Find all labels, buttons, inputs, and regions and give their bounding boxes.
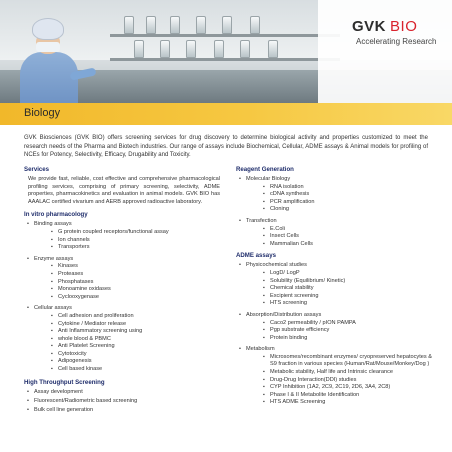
list-item: ▪ Cell based kinase	[34, 366, 220, 374]
list-item: ▪ Caco2 permeability / pION PAMPA	[246, 320, 432, 328]
list-item: • Assay development	[24, 389, 220, 397]
list-item: ▪ Insect Cells	[246, 233, 432, 241]
list-item: ▪ G protein coupled receptors/functional assay	[34, 229, 220, 237]
flask-icon	[160, 40, 170, 58]
list-item: ▪ Ion channels	[34, 237, 220, 245]
hts-list	[24, 389, 220, 415]
list-item: ▪ whole blood & PBMC	[34, 336, 220, 344]
list-item: ▪ CYP Inhibition (1A2, 2C9, 2C19, 2D6, 3A4, 2C8)	[246, 384, 432, 392]
tagline: Accelerating Research	[356, 37, 437, 46]
flask-icon	[196, 16, 206, 34]
list-item: ▪ E.Coli	[246, 226, 432, 234]
list-item: ▪ Protein binding	[246, 335, 432, 343]
flask-icon	[134, 40, 144, 58]
list-item: ▪ Anti Platelet Screening	[34, 343, 220, 351]
flask-icon	[146, 16, 156, 34]
reagent-list	[236, 176, 432, 248]
list-item: ▪ Excipient screening	[246, 293, 432, 301]
list-item: ▪ Anti Inflammatory screening using	[34, 328, 220, 336]
list-item: ▪ Transporters	[34, 244, 220, 252]
company-logo	[352, 18, 417, 35]
list-item: ▪ Phase I & II Metabolite Identification	[246, 392, 432, 400]
list-item: ▪ Mammalian Cells	[246, 241, 432, 249]
right-column	[236, 166, 432, 407]
list-item: ▪ HTS screening	[246, 300, 432, 308]
list-item: ▪ Pgp substrate efficiency	[246, 327, 432, 335]
services-heading: Services	[24, 166, 50, 173]
left-column	[24, 166, 220, 415]
hts-heading: High Throughput Screening	[24, 378, 105, 386]
list-item: ▪ LogD/ LogP	[246, 270, 432, 278]
list-item: ▪ Adipogenesis	[34, 358, 220, 366]
list-item: • Molecular Biology ▪ RNA isolation ▪ cDNA synthesis ▪ PCR amplification ▪ Cloning	[236, 176, 432, 214]
lab-shelf	[110, 34, 340, 37]
list-item: ▪ Cell adhesion and proliferation	[34, 313, 220, 321]
flask-icon	[170, 16, 180, 34]
list-item: ▪ Drug-Drug Interaction(DDI) studies	[246, 377, 432, 385]
reagent-heading: Reagent Generation	[236, 166, 294, 173]
list-item: • Physicochemical studies ▪ LogD/ LogP ▪ Solubility (Equilibrium/ Kinetic) ▪ Chemical stability ▪ Excipient screening ▪ HTS screening	[236, 262, 432, 308]
list-item: ▪ Cytotoxicity	[34, 351, 220, 359]
flask-icon	[240, 40, 250, 58]
list-item: • Binding assays ▪ G protein coupled receptors/functional assay ▪ Ion channels ▪ Transporters	[24, 221, 220, 251]
list-item: ▪ Cyclooxygenase	[34, 294, 220, 302]
invitro-heading: In vitro pharmacology	[24, 211, 88, 219]
page-title: Biology	[24, 107, 61, 119]
list-item: ▪ Microsomes/recombinant enzymes/ cryopreserved hepatocytes & S9 fraction in various species (Human/Rat/Mouse/Monkey/Dog )	[246, 354, 432, 369]
list-item: ▪ Solubility (Equilibrium/ Kinetic)	[246, 278, 432, 286]
list-item: ▪ Cloning	[246, 206, 432, 214]
intro-paragraph: GVK Biosciences (GVK BIO) offers screening services for drug discovery to determine biological activity and properties customized to meet the research needs of the Pharma and Biotech industries. Our range of assays include Biochemical, Cellular, ADME assays & Animal models for profiling of NCEs for Potency, Selectivity, Efficacy, Drugability and Toxicity.	[24, 135, 428, 159]
list-item: ▪ Proteases	[34, 271, 220, 279]
list-item: • Transfection ▪ E.Coli ▪ Insect Cells ▪ Mammalian Cells	[236, 218, 432, 248]
flask-icon	[124, 16, 134, 34]
scientist-figure	[18, 18, 80, 103]
list-item: • Cellular assays ▪ Cell adhesion and proliferation ▪ Cytokine / Mediator release ▪ Anti Inflammatory screening using ▪ whole blood & PBMC ▪ Anti Platelet Screening ▪ Cytotoxicity ▪ Adipogenesis ▪ Cell based kinase	[24, 305, 220, 373]
brand-panel	[318, 0, 452, 103]
list-item: • Metabolism ▪ Microsomes/recombinant enzymes/ cryopreserved hepatocytes & S9 fraction in various species (Human/Rat/Mouse/Monkey/Dog ) ▪ Metabolic stability, Half life and Intrinsic clearance ▪ Drug-Drug Interaction(DDI) studies ▪ CYP Inhibition (1A2, 2C9, 2C19, 2D6, 3A4, 2C8) ▪ Phase I & II Metabolite Identification ▪ HTS ADME Screening	[236, 346, 432, 407]
list-item: • Fluorescent/Radiometric based screening	[24, 398, 220, 406]
list-item: ▪ Phosphatases	[34, 279, 220, 287]
logo-accent: BIO	[390, 18, 418, 35]
list-item: ▪ Cytokine / Mediator release	[34, 321, 220, 329]
list-item: ▪ RNA isolation	[246, 184, 432, 192]
lab-shelf	[110, 58, 340, 61]
list-item: ▪ Chemical stability	[246, 285, 432, 293]
flask-icon	[214, 40, 224, 58]
list-item: ▪ Kinases	[34, 263, 220, 271]
flask-icon	[222, 16, 232, 34]
flask-icon	[250, 16, 260, 34]
list-item: • Bulk cell line generation	[24, 407, 220, 415]
list-item: ▪ Monoamine oxidases	[34, 286, 220, 294]
flask-icon	[186, 40, 196, 58]
list-item: • Enzyme assays ▪ Kinases ▪ Proteases ▪ Phosphatases ▪ Monoamine oxidases ▪ Cyclooxygenase	[24, 256, 220, 302]
list-item: ▪ Metabolic stability, Half life and Intrinsic clearance	[246, 369, 432, 377]
invitro-list	[24, 221, 220, 373]
list-item: ▪ PCR amplification	[246, 199, 432, 207]
services-text: We provide fast, reliable, cost effective and comprehensive pharmacological profiling services, comprising of primary screening, selectivity, ADME properties, pharmacokinetics and evaluation in animal models. GVK BIO has AAALAC certified vivarium and AERB approved radioactive laboratory.	[28, 176, 220, 205]
list-item: ▪ HTS ADME Screening	[246, 399, 432, 407]
logo-main: GVK	[352, 18, 387, 35]
adme-list	[236, 262, 432, 407]
title-band	[0, 103, 452, 125]
list-item: ▪ cDNA synthesis	[246, 191, 432, 199]
list-item: • Absorption/Distribution assays ▪ Caco2 permeability / pION PAMPA ▪ Pgp substrate efficiency ▪ Protein binding	[236, 312, 432, 342]
adme-heading: ADME assays	[236, 252, 276, 260]
flask-icon	[268, 40, 278, 58]
